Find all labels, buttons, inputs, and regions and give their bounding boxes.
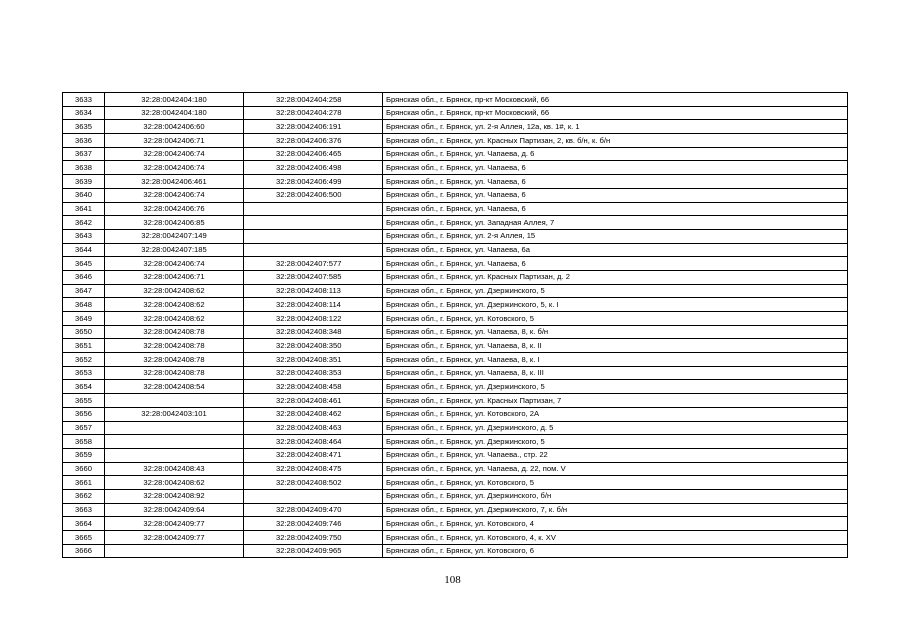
object-cadastral-number-cell xyxy=(244,489,383,503)
address-cell: Брянская обл., г. Брянск, ул. Котовского, 4, к. XV xyxy=(383,531,848,545)
row-number-cell: 3651 xyxy=(63,339,105,353)
table-row xyxy=(63,407,848,421)
table-row xyxy=(63,161,848,175)
table-row xyxy=(63,366,848,380)
object-cadastral-number-cell: 32:28:0042408:464 xyxy=(244,435,383,449)
row-number-cell: 3658 xyxy=(63,435,105,449)
address-cell: Брянская обл., г. Брянск, ул. Западная Аллея, 7 xyxy=(383,216,848,230)
table-row xyxy=(63,339,848,353)
table-row xyxy=(63,284,848,298)
address-cell: Брянская обл., г. Брянск, ул. Котовского, 2А xyxy=(383,407,848,421)
address-cell: Брянская обл., г. Брянск, ул. Чапаева, 6 xyxy=(383,257,848,271)
address-cell: Брянская обл., г. Брянск, ул. Дзержинского, 5, к. I xyxy=(383,298,848,312)
cadastral-number-cell: 32:28:0042406:85 xyxy=(105,216,244,230)
object-cadastral-number-cell: 32:28:0042408:461 xyxy=(244,394,383,408)
cadastral-number-cell: 32:28:0042409:64 xyxy=(105,503,244,517)
row-number-cell: 3647 xyxy=(63,284,105,298)
table-row xyxy=(63,134,848,148)
table-row xyxy=(63,257,848,271)
row-number-cell: 3655 xyxy=(63,394,105,408)
table-row xyxy=(63,517,848,531)
address-cell: Брянская обл., г. Брянск, ул. Красных Партизан, д. 2 xyxy=(383,270,848,284)
row-number-cell: 3644 xyxy=(63,243,105,257)
registry-table xyxy=(62,92,848,558)
address-cell: Брянская обл., г. Брянск, пр-кт Московский, 66 xyxy=(383,106,848,120)
address-cell: Брянская обл., г. Брянск, ул. Красных Партизан, 7 xyxy=(383,394,848,408)
object-cadastral-number-cell: 32:28:0042409:470 xyxy=(244,503,383,517)
cadastral-number-cell: 32:28:0042404:180 xyxy=(105,93,244,107)
object-cadastral-number-cell: 32:28:0042408:471 xyxy=(244,448,383,462)
object-cadastral-number-cell: 32:28:0042406:500 xyxy=(244,188,383,202)
row-number-cell: 3665 xyxy=(63,531,105,545)
row-number-cell: 3642 xyxy=(63,216,105,230)
row-number-cell: 3636 xyxy=(63,134,105,148)
object-cadastral-number-cell: 32:28:0042406:465 xyxy=(244,147,383,161)
address-cell: Брянская обл., г. Брянск, ул. Чапаева, 6 xyxy=(383,161,848,175)
object-cadastral-number-cell xyxy=(244,243,383,257)
object-cadastral-number-cell: 32:28:0042408:502 xyxy=(244,476,383,490)
table-row xyxy=(63,202,848,216)
address-cell: Брянская обл., г. Брянск, ул. Котовского, 5 xyxy=(383,476,848,490)
row-number-cell: 3653 xyxy=(63,366,105,380)
cadastral-number-cell xyxy=(105,435,244,449)
address-cell: Брянская обл., г. Брянск, ул. Дзержинского, 7, к. б/н xyxy=(383,503,848,517)
row-number-cell: 3643 xyxy=(63,229,105,243)
table-row xyxy=(63,175,848,189)
cadastral-number-cell: 32:28:0042408:78 xyxy=(105,325,244,339)
table-row xyxy=(63,353,848,367)
row-number-cell: 3648 xyxy=(63,298,105,312)
object-cadastral-number-cell: 32:28:0042408:122 xyxy=(244,312,383,326)
row-number-cell: 3666 xyxy=(63,544,105,558)
object-cadastral-number-cell: 32:28:0042408:350 xyxy=(244,339,383,353)
cadastral-number-cell: 32:28:0042408:62 xyxy=(105,312,244,326)
address-cell: Брянская обл., г. Брянск, ул. Чапаева, 8, к. I xyxy=(383,353,848,367)
address-cell: Брянская обл., г. Брянск, ул. Чапаева, 6а xyxy=(383,243,848,257)
address-cell: Брянская обл., г. Брянск, ул. Дзержинского, д. 5 xyxy=(383,421,848,435)
table-row xyxy=(63,531,848,545)
page-number: 108 xyxy=(444,574,461,586)
object-cadastral-number-cell: 32:28:0042406:376 xyxy=(244,134,383,148)
cadastral-number-cell: 32:28:0042406:74 xyxy=(105,161,244,175)
table-row xyxy=(63,270,848,284)
object-cadastral-number-cell: 32:28:0042404:258 xyxy=(244,93,383,107)
cadastral-number-cell: 32:28:0042408:78 xyxy=(105,366,244,380)
address-cell: Брянская обл., г. Брянск, ул. Чапаева, 6 xyxy=(383,188,848,202)
row-number-cell: 3652 xyxy=(63,353,105,367)
row-number-cell: 3645 xyxy=(63,257,105,271)
cadastral-number-cell: 32:28:0042408:78 xyxy=(105,339,244,353)
row-number-cell: 3664 xyxy=(63,517,105,531)
object-cadastral-number-cell: 32:28:0042409:965 xyxy=(244,544,383,558)
cadastral-number-cell: 32:28:0042406:74 xyxy=(105,188,244,202)
row-number-cell: 3663 xyxy=(63,503,105,517)
cadastral-number-cell: 32:28:0042403:101 xyxy=(105,407,244,421)
object-cadastral-number-cell xyxy=(244,229,383,243)
address-cell: Брянская обл., г. Брянск, ул. Чапаева, 6 xyxy=(383,175,848,189)
table-row xyxy=(63,544,848,558)
object-cadastral-number-cell: 32:28:0042408:351 xyxy=(244,353,383,367)
row-number-cell: 3640 xyxy=(63,188,105,202)
object-cadastral-number-cell: 32:28:0042408:113 xyxy=(244,284,383,298)
address-cell: Брянская обл., г. Брянск, ул. Чапаева, 6 xyxy=(383,202,848,216)
row-number-cell: 3657 xyxy=(63,421,105,435)
object-cadastral-number-cell xyxy=(244,216,383,230)
object-cadastral-number-cell: 32:28:0042407:585 xyxy=(244,270,383,284)
cadastral-number-cell: 32:28:0042406:74 xyxy=(105,257,244,271)
cadastral-number-cell: 32:28:0042408:62 xyxy=(105,298,244,312)
cadastral-number-cell: 32:28:0042406:74 xyxy=(105,147,244,161)
table-row xyxy=(63,147,848,161)
object-cadastral-number-cell: 32:28:0042407:577 xyxy=(244,257,383,271)
object-cadastral-number-cell: 32:28:0042408:353 xyxy=(244,366,383,380)
table-row xyxy=(63,380,848,394)
table-row xyxy=(63,489,848,503)
row-number-cell: 3650 xyxy=(63,325,105,339)
table-row xyxy=(63,216,848,230)
table-row xyxy=(63,298,848,312)
table-row xyxy=(63,106,848,120)
cadastral-number-cell: 32:28:0042406:461 xyxy=(105,175,244,189)
table-row xyxy=(63,188,848,202)
cadastral-number-cell: 32:28:0042406:76 xyxy=(105,202,244,216)
address-cell: Брянская обл., г. Брянск, ул. Котовского, 6 xyxy=(383,544,848,558)
address-cell: Брянская обл., г. Брянск, ул. Чапаева, 8, к. II xyxy=(383,339,848,353)
row-number-cell: 3659 xyxy=(63,448,105,462)
cadastral-number-cell xyxy=(105,394,244,408)
object-cadastral-number-cell: 32:28:0042408:463 xyxy=(244,421,383,435)
cadastral-number-cell: 32:28:0042407:149 xyxy=(105,229,244,243)
table-row xyxy=(63,325,848,339)
object-cadastral-number-cell: 32:28:0042409:750 xyxy=(244,531,383,545)
row-number-cell: 3646 xyxy=(63,270,105,284)
row-number-cell: 3635 xyxy=(63,120,105,134)
row-number-cell: 3656 xyxy=(63,407,105,421)
row-number-cell: 3638 xyxy=(63,161,105,175)
object-cadastral-number-cell: 32:28:0042406:498 xyxy=(244,161,383,175)
address-cell: Брянская обл., г. Брянск, пр-кт Московский, 66 xyxy=(383,93,848,107)
cadastral-number-cell xyxy=(105,448,244,462)
cadastral-number-cell: 32:28:0042409:77 xyxy=(105,531,244,545)
cadastral-number-cell: 32:28:0042408:92 xyxy=(105,489,244,503)
cadastral-number-cell: 32:28:0042408:62 xyxy=(105,476,244,490)
address-cell: Брянская обл., г. Брянск, ул. Чапаева, д. 6 xyxy=(383,147,848,161)
address-cell: Брянская обл., г. Брянск, ул. Дзержинского, 5 xyxy=(383,284,848,298)
object-cadastral-number-cell: 32:28:0042408:475 xyxy=(244,462,383,476)
address-cell: Брянская обл., г. Брянск, ул. Дзержинского, 5 xyxy=(383,380,848,394)
cadastral-number-cell: 32:28:0042406:71 xyxy=(105,134,244,148)
cadastral-number-cell: 32:28:0042408:78 xyxy=(105,353,244,367)
cadastral-number-cell: 32:28:0042406:60 xyxy=(105,120,244,134)
object-cadastral-number-cell xyxy=(244,202,383,216)
table-row xyxy=(63,243,848,257)
table-row xyxy=(63,421,848,435)
row-number-cell: 3641 xyxy=(63,202,105,216)
row-number-cell: 3660 xyxy=(63,462,105,476)
table-row xyxy=(63,93,848,107)
object-cadastral-number-cell: 32:28:0042406:191 xyxy=(244,120,383,134)
address-cell: Брянская обл., г. Брянск, ул. Чапаева., стр. 22 xyxy=(383,448,848,462)
address-cell: Брянская обл., г. Брянск, ул. Дзержинского, 5 xyxy=(383,435,848,449)
address-cell: Брянская обл., г. Брянск, ул. 2-я Аллея, 15 xyxy=(383,229,848,243)
address-cell: Брянская обл., г. Брянск, ул. Котовского, 4 xyxy=(383,517,848,531)
object-cadastral-number-cell: 32:28:0042408:462 xyxy=(244,407,383,421)
address-cell: Брянская обл., г. Брянск, ул. Красных Партизан, 2, кв. б/н, к. б/н xyxy=(383,134,848,148)
cadastral-number-cell: 32:28:0042408:62 xyxy=(105,284,244,298)
row-number-cell: 3662 xyxy=(63,489,105,503)
table-row xyxy=(63,120,848,134)
address-cell: Брянская обл., г. Брянск, ул. Чапаева, 8, к. III xyxy=(383,366,848,380)
table-row xyxy=(63,476,848,490)
cadastral-number-cell: 32:28:0042404:180 xyxy=(105,106,244,120)
table-row xyxy=(63,462,848,476)
object-cadastral-number-cell: 32:28:0042408:114 xyxy=(244,298,383,312)
address-cell: Брянская обл., г. Брянск, ул. Дзержинского, б/н xyxy=(383,489,848,503)
row-number-cell: 3661 xyxy=(63,476,105,490)
table-row xyxy=(63,448,848,462)
cadastral-number-cell xyxy=(105,421,244,435)
cadastral-number-cell: 32:28:0042408:43 xyxy=(105,462,244,476)
cadastral-number-cell: 32:28:0042408:54 xyxy=(105,380,244,394)
row-number-cell: 3649 xyxy=(63,312,105,326)
table-row xyxy=(63,229,848,243)
row-number-cell: 3633 xyxy=(63,93,105,107)
object-cadastral-number-cell: 32:28:0042408:348 xyxy=(244,325,383,339)
row-number-cell: 3634 xyxy=(63,106,105,120)
address-cell: Брянская обл., г. Брянск, ул. 2-я Аллея, 12а, кв. 1#, к. 1 xyxy=(383,120,848,134)
table-row xyxy=(63,312,848,326)
cadastral-number-cell xyxy=(105,544,244,558)
row-number-cell: 3654 xyxy=(63,380,105,394)
row-number-cell: 3639 xyxy=(63,175,105,189)
cadastral-number-cell: 32:28:0042409:77 xyxy=(105,517,244,531)
address-cell: Брянская обл., г. Брянск, ул. Котовского, 5 xyxy=(383,312,848,326)
object-cadastral-number-cell: 32:28:0042409:746 xyxy=(244,517,383,531)
cadastral-number-cell: 32:28:0042406:71 xyxy=(105,270,244,284)
table-row xyxy=(63,503,848,517)
address-cell: Брянская обл., г. Брянск, ул. Чапаева, д. 22, пом. V xyxy=(383,462,848,476)
object-cadastral-number-cell: 32:28:0042406:499 xyxy=(244,175,383,189)
row-number-cell: 3637 xyxy=(63,147,105,161)
table-row xyxy=(63,394,848,408)
object-cadastral-number-cell: 32:28:0042404:278 xyxy=(244,106,383,120)
object-cadastral-number-cell: 32:28:0042408:458 xyxy=(244,380,383,394)
registry-table-body xyxy=(63,93,848,558)
cadastral-number-cell: 32:28:0042407:185 xyxy=(105,243,244,257)
table-row xyxy=(63,435,848,449)
address-cell: Брянская обл., г. Брянск, ул. Чапаева, 8, к. б/н xyxy=(383,325,848,339)
